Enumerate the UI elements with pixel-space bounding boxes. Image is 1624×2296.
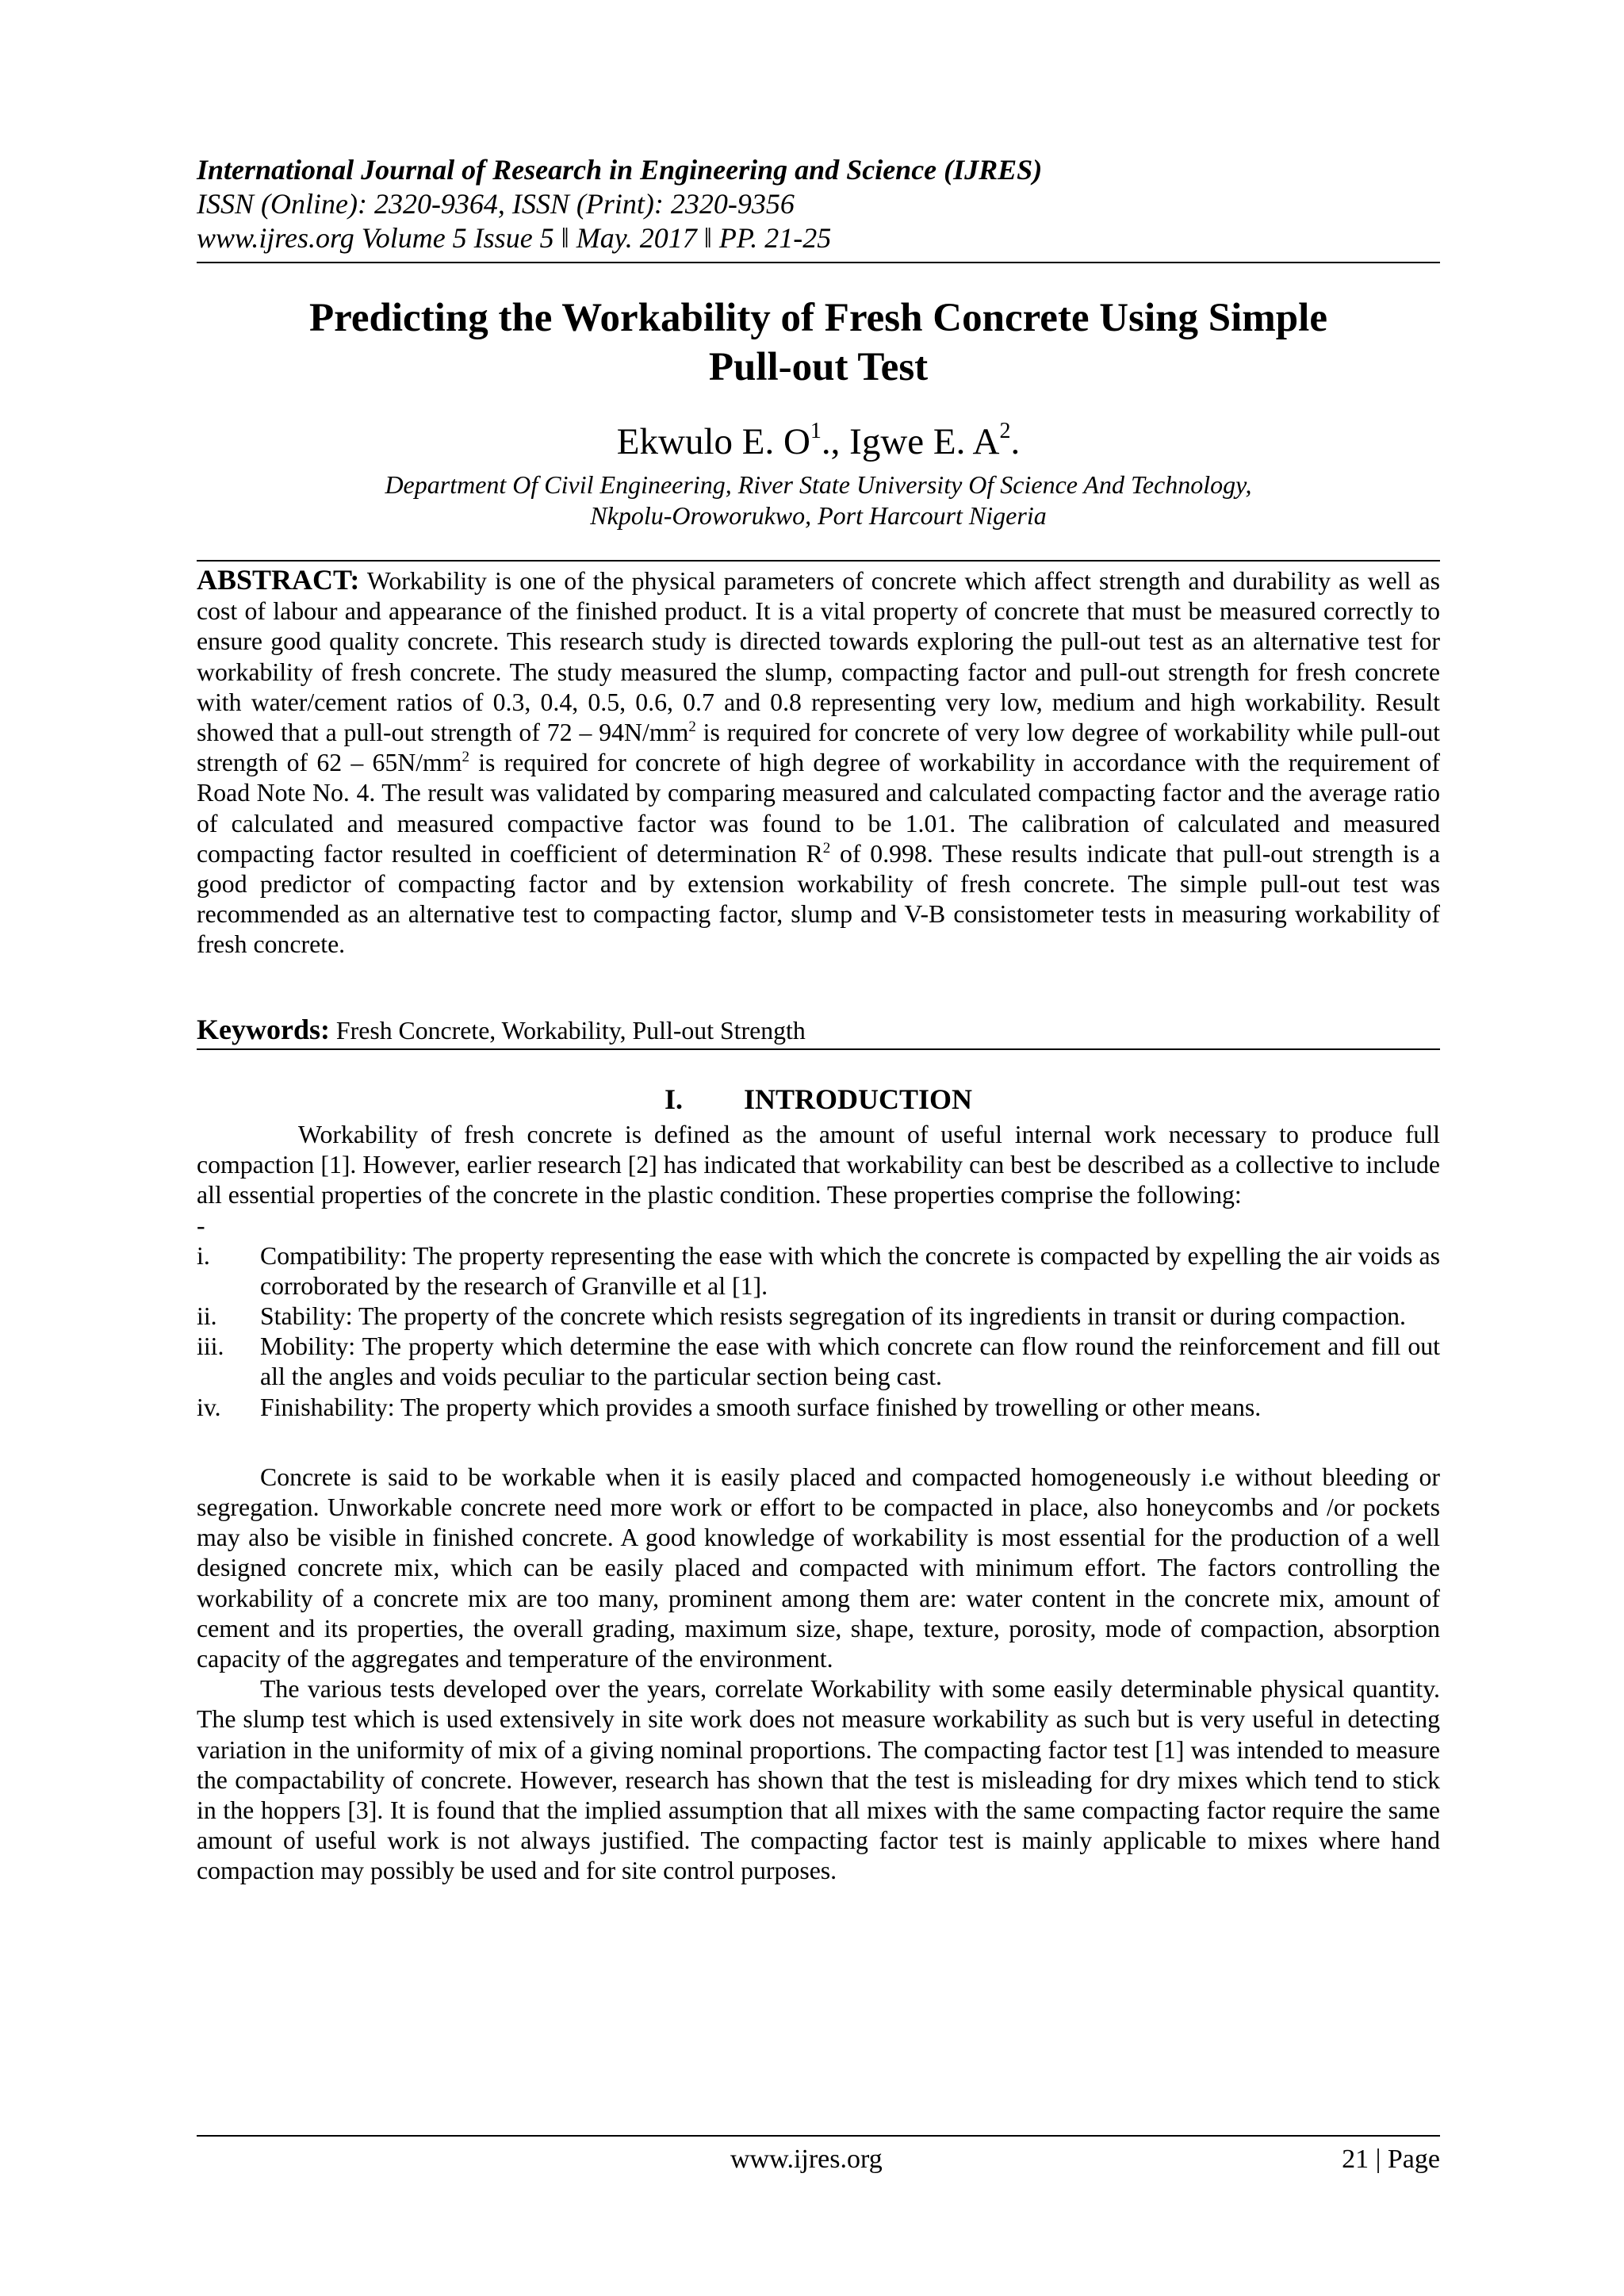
abstract-text-a: Workability is one of the physical parameters of concrete which affect strength and durability as well as cost of labour and appearance of the finished product. It is a vital property of concrete that must be measured correctly to ensure good quality concrete. This research study is directed towards exploring the pull-out test as an alternative test for workability of fresh concrete. The study measured the slump, compacting factor and pull-out strength for fresh concrete with water/cement ratios of 0.3, 0.4, 0.5, 0.6, 0.7 and 0.8 representing very low, medium and high workability. Result showed that a pull-out strength of 72 – 94N/mm xyxy=(197,567,1440,747)
footer-website: www.ijres.org xyxy=(730,2145,883,2174)
list-item-text: Mobility: The property which determine the ease with which concrete can flow round the reinforcement and fill out all the angles and voids peculiar to the particular section being cast. xyxy=(260,1332,1440,1391)
paper-title xyxy=(197,293,1440,392)
intro-paragraph-2: Concrete is said to be workable when it is easily placed and compacted homogeneously i.e without bleeding or segregation. Unworkable concrete need more work or effort to be compacted in place, also honeycombs and /or pockets may also be visible in finished concrete. A good knowledge of workability is most essential for the production of a well designed concrete mix, which can be easily placed and compacted with minimum effort. The factors controlling the workability of a concrete mix are too many, prominent among them are: water content in the concrete mix, amount of cement and its properties, the overall grading, maximum size, shape, texture, porosity, mode of compaction, absorption capacity of the aggregates and temperature of the environment. xyxy=(197,1462,1440,1673)
list-item-text: Compatibility: The property representing the ease with which the concrete is compacted by expelling the air voids as corroborated by the research of Granville et al [1]. xyxy=(260,1241,1440,1300)
intro-paragraph-3: The various tests developed over the years, correlate Workability with some easily determinable physical quantity. The slump test which is used extensively in site work does not measure workability as such but is very useful in detecting variation in the uniformity of mix of a giving nominal proportions. The compacting factor test [1] was intended to measure the compactability of concrete. However, research has shown that the test is misleading for dry mixes which tend to stick in the hoppers [3]. It is found that the implied assumption that all mixes with the same compacting factor require the same amount of useful work is not always justified. The compacting factor test is mainly applicable to mixes where hand compaction may possibly be used and for site control purposes. xyxy=(197,1675,1440,1885)
section-heading xyxy=(197,1082,1440,1117)
journal-issn: ISSN (Online): 2320-9364, ISSN (Print): 2320-9356 xyxy=(197,188,795,220)
list-item-number: iii. xyxy=(197,1332,224,1361)
author-end: . xyxy=(1010,421,1021,462)
section-title: INTRODUCTION xyxy=(743,1083,973,1115)
journal-name: International Journal of Research in Engineering and Science (IJRES) xyxy=(197,154,1043,186)
paragraph-gap xyxy=(197,1423,1440,1462)
author-2-affil-mark: 2 xyxy=(999,419,1011,443)
abstract-top-rule xyxy=(197,560,1440,562)
abstract-sup-1: 2 xyxy=(688,719,696,736)
affiliation-line-1: Department Of Civil Engineering, River State University Of Science And Technology, xyxy=(385,470,1252,499)
author-1: Ekwulo E. O xyxy=(616,421,810,462)
list-item-number: i. xyxy=(197,1241,210,1270)
list-item xyxy=(197,1301,1440,1332)
title-line-1: Predicting the Workability of Fresh Concrete Using Simple xyxy=(309,296,1327,340)
property-list xyxy=(197,1241,1440,1423)
affiliation-line-2: Nkpolu-Oroworukwo, Port Harcourt Nigeria xyxy=(590,501,1047,530)
abstract-text-c: is required for concrete of high degree of workability in accordance with the requirement of Road Note No. 4. The result was validated by comparing measured and calculated compacting factor and the average ratio of calculated and measured compactive factor was found to be 1.01. The calibration of calculated and measured compacting factor resulted in coefficient of determination R xyxy=(197,749,1440,868)
footer-page-number: 21 | Page xyxy=(1342,2145,1440,2174)
abstract-text-b: is required for concrete of very low degree of workability while pull-out strength of 62 – 65N/mm xyxy=(197,719,1441,777)
list-dash: - xyxy=(197,1211,205,1240)
section-number: I. xyxy=(664,1083,683,1115)
footer-rule xyxy=(197,2135,1440,2137)
list-item-text: Stability: The property of the concrete which resists segregation of its ingredients in transit or during compaction. xyxy=(260,1302,1406,1331)
intro-paragraph-1: Workability of fresh concrete is defined as the amount of useful internal work necessary to produce full compaction [1]. However, earlier research [2] has indicated that workability can best be described as a collective to include all essential properties of the concrete in the plastic condition. These properties comprise the following: xyxy=(197,1121,1440,1209)
affiliation xyxy=(197,470,1440,531)
keywords-label: Keywords: xyxy=(197,1014,330,1045)
abstract-text-d: of 0.998. These results indicate that pull-out strength is a good predictor of compacting factor and by extension workability of fresh concrete. The simple pull-out test was recommended as an alternative test to compacting factor, slump and V-B consistometer tests in measuring workability of fresh concrete. xyxy=(197,839,1440,959)
abstract xyxy=(197,565,1440,960)
title-line-2: Pull-out Test xyxy=(708,345,929,389)
abstract-sup-3: 2 xyxy=(822,839,831,857)
abstract-bottom-rule xyxy=(197,1048,1440,1050)
header-rule xyxy=(197,262,1440,263)
keywords xyxy=(197,1014,1440,1047)
abstract-sup-2: 2 xyxy=(462,749,470,766)
journal-volume: www.ijres.org Volume 5 Issue 5 ǁ May. 2017 ǁ PP. 21-25 xyxy=(197,222,832,254)
list-item xyxy=(197,1393,1440,1423)
list-item-number: ii. xyxy=(197,1302,217,1331)
list-item-text: Finishability: The property which provides a smooth surface finished by trowelling or other means. xyxy=(260,1393,1262,1421)
abstract-label: ABSTRACT: xyxy=(197,564,360,596)
journal-header xyxy=(197,153,1440,255)
keywords-text: Fresh Concrete, Workability, Pull-out Strength xyxy=(329,1017,806,1045)
author-1-affil-mark: 1 xyxy=(810,419,822,443)
author-list xyxy=(197,420,1440,463)
list-item xyxy=(197,1241,1440,1301)
list-item xyxy=(197,1332,1440,1392)
author-2: ., Igwe E. A xyxy=(821,421,1000,462)
introduction-body xyxy=(197,1120,1440,1887)
list-item-number: iv. xyxy=(197,1393,221,1421)
